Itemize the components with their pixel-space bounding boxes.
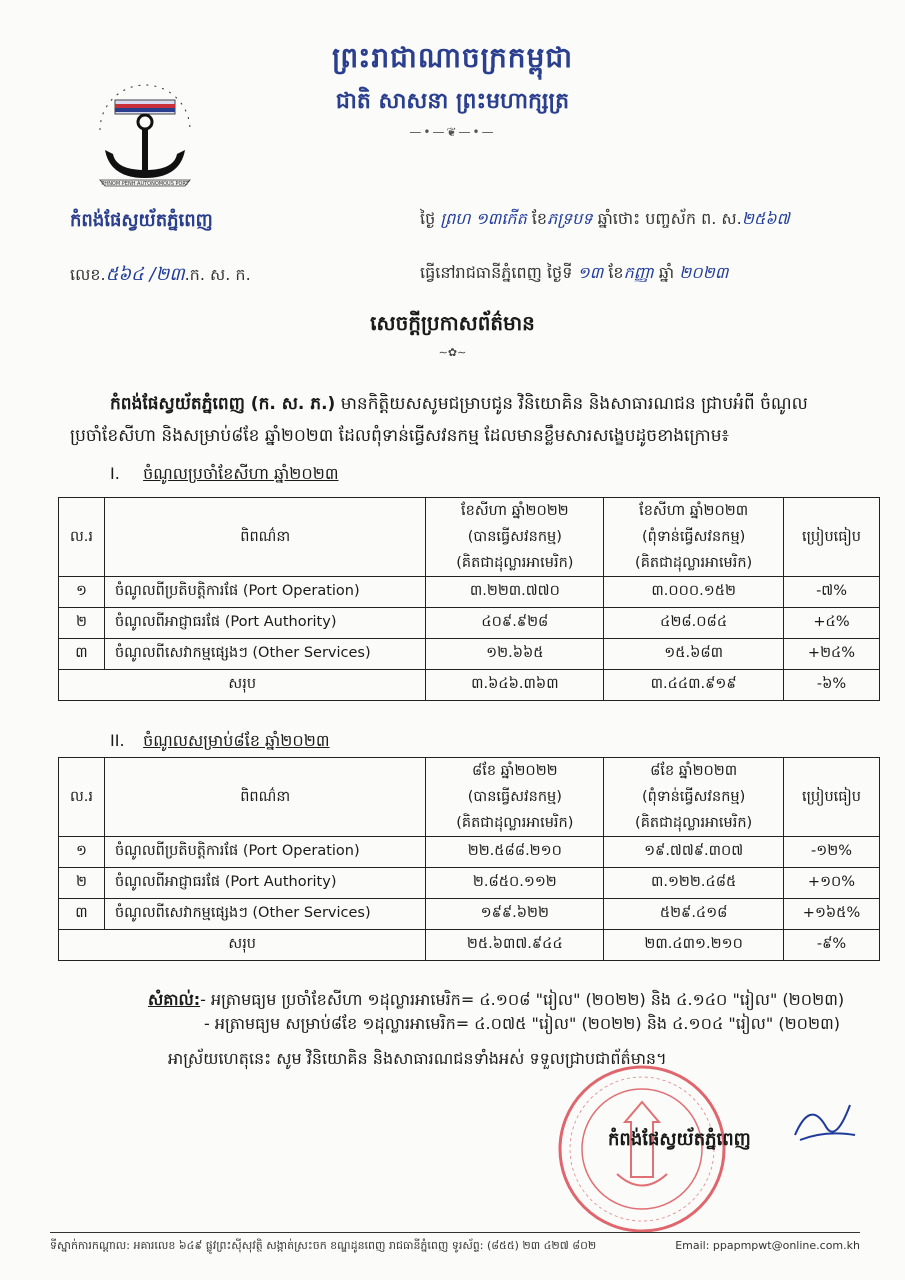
city-date-prefix: ធ្វើនៅរាជធានីភ្នំពេញ ថ្ងៃទី — [420, 263, 573, 282]
col-compare: ប្រៀបធៀប — [784, 498, 880, 577]
col-2022-line2: (បានធ្វើសវនកម្ម) — [467, 789, 562, 805]
ref-suffix: .ក. ស. ក. — [184, 265, 251, 284]
total-v2: ៣.៤៤៣.៩១៩ — [604, 670, 784, 701]
total-label: សរុប — [59, 930, 426, 961]
section-2-title: ចំណូលសម្រាប់៨ខែ ឆ្នាំ២០២៣ — [143, 731, 330, 750]
ref-prefix: លេខ. — [70, 265, 106, 284]
table-row — [59, 577, 880, 608]
city-date-line — [420, 262, 728, 286]
col-2022-line3: (គិតជាដុល្លារអាមេរិក) — [456, 555, 574, 571]
row-no: ១ — [59, 577, 105, 608]
lunar-year: ឆ្នាំថោះ បញ្ចស័ក ព. ស. — [597, 209, 742, 228]
table-row — [59, 899, 880, 930]
row-cmp: +១៦៥% — [784, 899, 880, 930]
row-v2: ៣.០០០.១៥២ — [604, 577, 784, 608]
footer — [50, 1232, 860, 1255]
lunar-date-line — [420, 208, 790, 232]
kingdom-title: ព្រះរាជាណាចក្រកម្ពុជា — [331, 41, 573, 74]
col-2023-line3: (គិតជាដុល្លារអាមេរិក) — [635, 555, 753, 571]
kingdom-motto: ជាតិ សាសនា ព្រះមហាក្សត្រ — [335, 89, 570, 114]
row-v1: ១៩៩.៦២២ — [426, 899, 604, 930]
row-desc: ចំណូលពីប្រតិបត្តិការផែ (Port Operation) — [104, 837, 425, 868]
row-cmp: +៤% — [784, 608, 880, 639]
total-v2: ២៣.៤៣១.២១០ — [604, 930, 784, 961]
city-year-prefix: ឆ្នាំ — [658, 263, 675, 282]
intro-rest: មានកិត្តិយសសូមជម្រាបជូន វិនិយោគិន និងសាធារណជន ជ្រាបអំពី ចំណូលប្រចាំខែសីហា និងសម្រាប់៨ខែ ឆ្នាំ២០២៣ ដែលពុំទាន់ធ្វើសវនកម្ម ដែលមានខ្លឹមសារសង្ខេបដូចខាងក្រោម៖ — [70, 394, 808, 446]
row-no: ១ — [59, 837, 105, 868]
document-title: សេចក្ដីប្រកាសព័ត៌មាន — [370, 311, 535, 335]
lunar-date-hw: ព្រហ ១៣កើត — [440, 209, 527, 228]
lunar-year-hw: ២៥៦៧ — [741, 209, 790, 228]
city-day-hw: ១៣ — [577, 263, 604, 282]
table-header-row — [59, 758, 880, 837]
row-v2: ៥២៩.៤១៨ — [604, 899, 784, 930]
signature-name: កំពង់ផែស្វយ័តភ្នំពេញ — [608, 1129, 751, 1150]
col-2022 — [426, 758, 604, 837]
col-2023-line2: (ពុំទាន់ធ្វើសវនកម្ម) — [641, 529, 746, 545]
col-no: ល.រ — [59, 758, 105, 837]
row-v1: ២២.៥៨៨.២១០ — [426, 837, 604, 868]
notes-label: សំគាល់: — [148, 990, 201, 1009]
row-v1: ៤០៩.៩២៨ — [426, 608, 604, 639]
col-2023 — [604, 758, 784, 837]
ornament-divider: —•—❦—•— — [409, 125, 496, 139]
port-logo-icon — [70, 70, 220, 190]
section-1-heading — [70, 458, 845, 490]
note-text-2: - អត្រាមធ្យម សម្រាប់៨ខែ ១ដុល្លារអាមេរិក= ៤.០៧៥ "រៀល" (២០២២) និង ៤.១០៤ "រៀល" (២០២៣) — [204, 1014, 841, 1033]
notes-block — [148, 988, 844, 1036]
intro-paragraph — [70, 388, 845, 490]
row-cmp: +១០% — [784, 868, 880, 899]
col-2022-line1: ៨ខែ ឆ្នាំ២០២២ — [471, 763, 558, 779]
total-v1: ២៥.៦៣៧.៩៤៤ — [426, 930, 604, 961]
total-cmp: -៦% — [784, 670, 880, 701]
col-desc: ពិពណ៌នា — [104, 758, 425, 837]
section-2-heading — [110, 730, 330, 754]
table-row — [59, 868, 880, 899]
lunar-month-prefix: ខែ — [531, 209, 548, 228]
city-month-prefix: ខែ — [608, 263, 624, 282]
note-line-1 — [148, 988, 844, 1012]
title-ornament: ∼✿∼ — [438, 346, 467, 359]
col-2023 — [604, 498, 784, 577]
table-total-row — [59, 930, 880, 961]
document-title-block — [0, 310, 905, 359]
agency-name: កំពង់ផែស្វយ័តភ្នំពេញ — [70, 210, 213, 231]
row-no: ២ — [59, 868, 105, 899]
total-label: សរុប — [59, 670, 426, 701]
row-v1: ២.៨៥០.១១២ — [426, 868, 604, 899]
col-2022-line1: ខែសីហា ឆ្នាំ២០២២ — [461, 503, 569, 519]
conclusion-text: អាស្រ័យហេតុនេះ សូម វិនិយោគិន និងសាធារណជនទាំងអស់ ទទួលជ្រាបជាព័ត៌មាន។ — [168, 1049, 667, 1068]
table-row — [59, 608, 880, 639]
col-no: ល.រ — [59, 498, 105, 577]
row-no: ៣ — [59, 899, 105, 930]
row-v2: ១៩.៧៧៩.៣០៧ — [604, 837, 784, 868]
footer-address: ទីស្នាក់ការកណ្ដាល: អគារលេខ ៦៤៩ ផ្លូវព្រះស៊ីសុវត្ថិ សង្កាត់ស្រះចក ខណ្ឌដូនពេញ រាជធានីភ្នំពេញ ទូរស័ព្ទ: (៨៥៥) ២៣ ៤២៧ ៨០២ — [50, 1239, 597, 1252]
row-v2: ៤២៨.០៨៤ — [604, 608, 784, 639]
col-2023-line2: (ពុំទាន់ធ្វើសវនកម្ម) — [641, 789, 746, 805]
note-text-1: - អត្រាមធ្យម ប្រចាំខែសីហា ១ដុល្លារអាមេរិក= ៤.១០៨ "រៀល" (២០២២) និង ៤.១៤០ "រៀល" (២០២៣) — [200, 990, 845, 1009]
col-2023-line3: (គិតជាដុល្លារអាមេរិក) — [635, 815, 753, 831]
col-2022-line3: (គិតជាដុល្លារអាមេរិក) — [456, 815, 574, 831]
row-desc: ចំណូលពីអាជ្ញាធរផែ (Port Authority) — [104, 868, 425, 899]
section-2-number: II. — [110, 731, 125, 750]
reference-number — [70, 262, 251, 289]
table-row — [59, 837, 880, 868]
total-cmp: -៩% — [784, 930, 880, 961]
revenue-table-august — [58, 497, 880, 701]
city-month-hw: កញ្ញា — [623, 263, 654, 282]
table-total-row — [59, 670, 880, 701]
row-no: ៣ — [59, 639, 105, 670]
row-desc: ចំណូលពីអាជ្ញាធរផែ (Port Authority) — [104, 608, 426, 639]
col-2022 — [426, 498, 604, 577]
col-compare: ប្រៀបធៀប — [784, 758, 880, 837]
row-v2: ១៥.៦៨៣ — [604, 639, 784, 670]
intro-org: កំពង់ផែស្វយ័តភ្នំពេញ (ក. ស. ភ.) — [110, 394, 336, 414]
col-desc: ពិពណ៌នា — [104, 498, 426, 577]
logo-caption: PHNOM PENH AUTONOMOUS PORT — [101, 181, 189, 187]
row-desc: ចំណូលពីសេវាកម្មផ្សេងៗ (Other Services) — [104, 899, 425, 930]
section-1-number: I. — [110, 464, 120, 483]
city-year-hw: ២០២៣ — [679, 263, 729, 282]
lunar-date-prefix: ថ្ងៃ — [420, 209, 436, 228]
row-v1: ៣.២២៣.៧៧០ — [426, 577, 604, 608]
total-v1: ៣.៦៤៦.៣៦៣ — [426, 670, 604, 701]
row-cmp: -១២% — [784, 837, 880, 868]
revenue-table-8months — [58, 757, 880, 961]
row-v1: ១២.៦៦៥ — [426, 639, 604, 670]
col-2022-line2: (បានធ្វើសវនកម្ម) — [467, 529, 562, 545]
row-v2: ៣.១២២.៤៨៥ — [604, 868, 784, 899]
footer-email: Email: ppapmpwt@online.com.kh — [675, 1239, 860, 1252]
row-no: ២ — [59, 608, 105, 639]
col-2023-line1: ខែសីហា ឆ្នាំ២០២៣ — [639, 503, 749, 519]
col-2023-line1: ៨ខែ ឆ្នាំ២០២៣ — [650, 763, 738, 779]
lunar-month-hw: ភទ្របទ — [547, 209, 593, 228]
row-desc: ចំណូលពីប្រតិបត្តិការផែ (Port Operation) — [104, 577, 426, 608]
row-cmp: -៧% — [784, 577, 880, 608]
row-desc: ចំណូលពីសេវាកម្មផ្សេងៗ (Other Services) — [104, 639, 426, 670]
section-1-title: ចំណូលប្រចាំខែសីហា ឆ្នាំ២០២៣ — [143, 464, 339, 483]
signature-scribble-icon — [790, 1090, 860, 1150]
table-row — [59, 639, 880, 670]
ref-handwritten: ៥៦៤ /២៣ — [105, 264, 185, 285]
row-cmp: +២៤% — [784, 639, 880, 670]
table-header-row — [59, 498, 880, 577]
